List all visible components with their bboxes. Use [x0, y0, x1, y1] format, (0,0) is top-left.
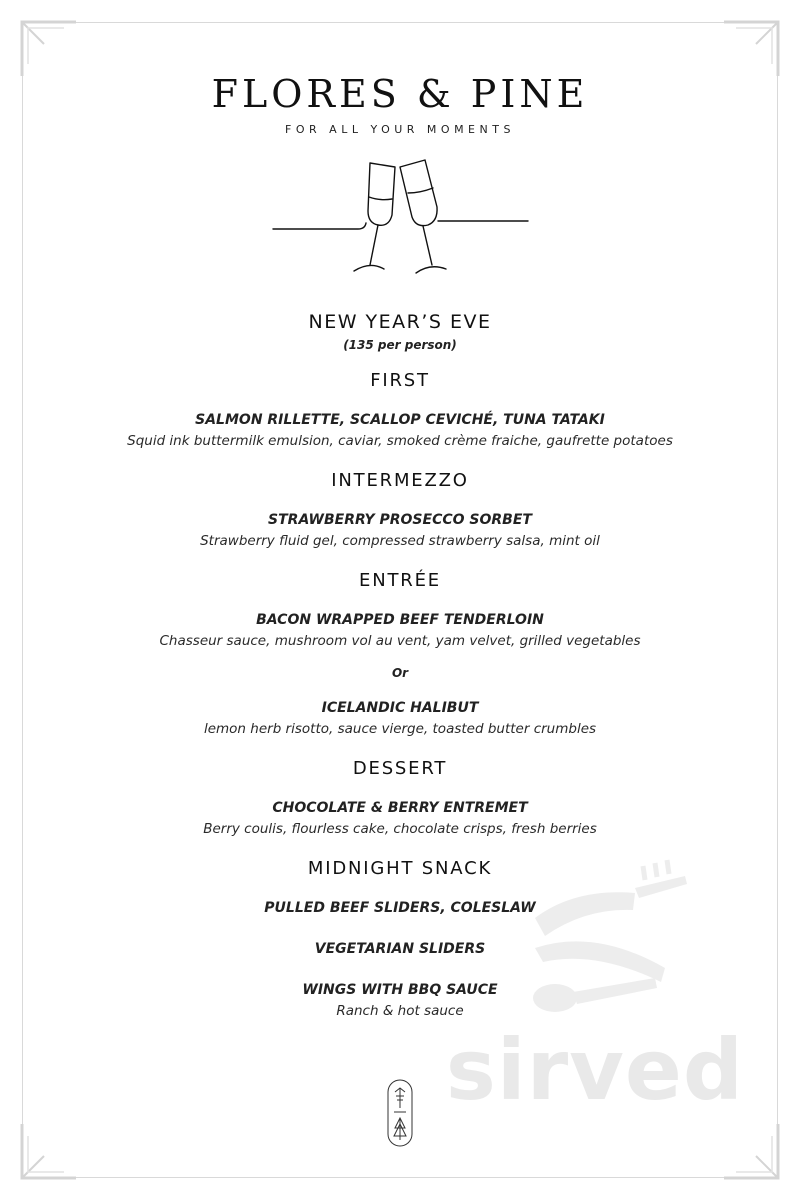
course-entree	[0, 568, 800, 740]
course-intermezzo	[0, 468, 800, 552]
watermark-text: sirved	[445, 1021, 744, 1119]
dish-description: Squid ink buttermilk emulsion, caviar, smoked crème fraiche, gaufrette potatoes	[127, 433, 673, 449]
fork-spoon-icon	[515, 858, 705, 1028]
dish-description: Berry coulis, flourless cake, chocolate crisps, fresh berries	[203, 821, 597, 837]
dish-name: PULLED BEEF SLIDERS, COLESLAW	[264, 900, 536, 916]
dish-item	[0, 798, 800, 840]
course-dessert	[0, 756, 800, 840]
corner-ornament-bottom-right	[716, 1116, 786, 1186]
pine-tree-emblem-icon	[385, 1078, 415, 1148]
dish-name: ICELANDIC HALIBUT	[321, 700, 479, 716]
dish-name: STRAWBERRY PROSECCO SORBET	[268, 512, 532, 528]
dish-item	[0, 410, 800, 452]
brand-tagline: FOR ALL YOUR MOMENTS	[285, 123, 515, 136]
dish-description: Ranch & hot sauce	[336, 1003, 464, 1019]
dish-name: BACON WRAPPED BEEF TENDERLOIN	[256, 612, 544, 628]
dish-description: Strawberry fluid gel, compressed strawberry salsa, mint oil	[200, 533, 600, 549]
corner-ornament-bottom-left	[14, 1116, 84, 1186]
course-first	[0, 368, 800, 452]
menu-title: NEW YEAR’S EVE	[308, 311, 492, 333]
dish-name: CHOCOLATE & BERRY ENTREMET	[272, 800, 528, 816]
dish-item	[0, 610, 800, 652]
dish-name: WINGS WITH BBQ SAUCE	[302, 982, 498, 998]
dish-name: VEGETARIAN SLIDERS	[314, 941, 486, 957]
champagne-glasses-icon	[270, 155, 530, 285]
menu-price: (135 per person)	[343, 338, 457, 352]
course-heading: FIRST	[370, 370, 430, 391]
dish-description: Chasseur sauce, mushroom vol au vent, yam velvet, grilled vegetables	[159, 633, 641, 649]
course-heading: MIDNIGHT SNACK	[307, 858, 493, 879]
course-heading: INTERMEZZO	[331, 470, 469, 491]
dish-item	[0, 698, 800, 740]
course-heading: ENTRÉE	[359, 570, 441, 591]
or-separator: Or	[391, 666, 409, 680]
dish-name: SALMON RILLETTE, SCALLOP CEVICHÉ, TUNA TATAKI	[195, 412, 605, 428]
brand-name: FLORES & PINE	[211, 72, 589, 116]
dish-item	[0, 510, 800, 552]
dish-description: lemon herb risotto, sauce vierge, toasted butter crumbles	[203, 721, 597, 737]
course-heading: DESSERT	[352, 758, 448, 779]
